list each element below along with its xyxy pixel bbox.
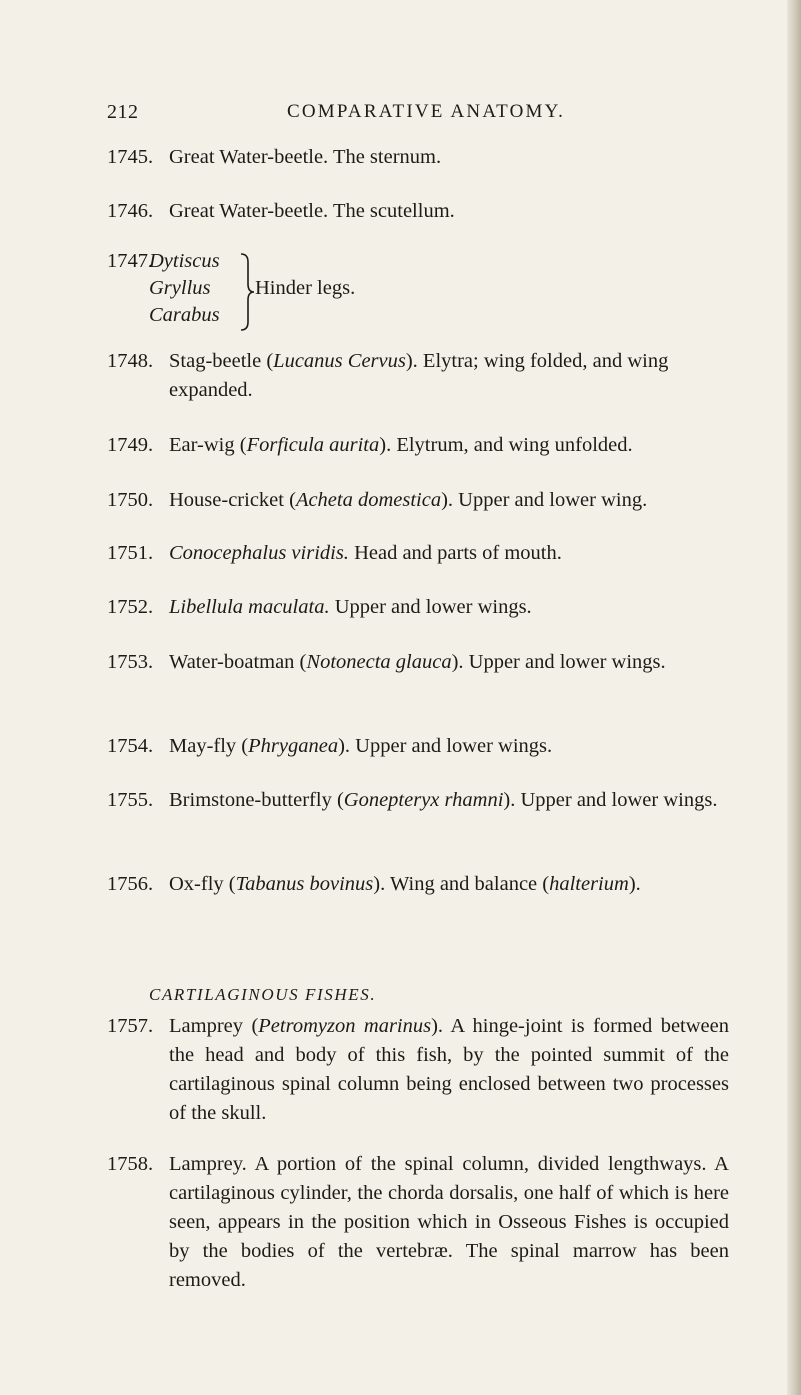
entry-text: Stag-beetle (Lucanus Cervus). Elytra; wing folded, and wing expanded. [169, 350, 669, 401]
entry-text: Brimstone-butterfly (Gonepteryx rhamni). Upper and lower wings. [169, 789, 718, 811]
latin-name: Tabanus bovinus [235, 873, 374, 895]
page-number: 212 [107, 101, 139, 123]
genus-name: Carabus [149, 304, 220, 326]
entry-text: Great Water-beetle. The scutellum. [169, 200, 455, 222]
latin-name: Notonecta glauca [306, 651, 452, 673]
running-title: COMPARATIVE ANATOMY. [287, 101, 566, 122]
entry-text: Ox-fly (Tabanus bovinus). Wing and balance (halterium). [169, 873, 641, 895]
entry-number: 1754. [107, 735, 154, 757]
entry-number: 1747. [107, 250, 154, 272]
latin-name: Acheta domestica [295, 489, 442, 511]
page-edge-shadow [787, 0, 801, 1395]
entry-number: 1756. [107, 873, 154, 895]
latin-name: Forficula aurita [246, 434, 380, 456]
page-header [107, 101, 697, 131]
entry-text: Water-boatman (Notonecta glauca). Upper and lower wings. [169, 651, 666, 673]
entry-number: 1757. [107, 1015, 154, 1037]
entry-text: Ear-wig (Forficula aurita). Elytrum, and wing unfolded. [169, 434, 633, 456]
entry-number: 1749. [107, 434, 154, 456]
entry-text: Great Water-beetle. The sternum. [169, 146, 442, 168]
entry-text: Conocephalus viridis. Head and parts of mouth. [169, 542, 562, 564]
entry-number: 1751. [107, 542, 154, 564]
genus-name: Gryllus [149, 277, 211, 299]
entry-number: 1748. [107, 350, 154, 372]
entry-text: Lamprey. A portion of the spinal column, divided lengthways. A cartilaginous cylinder, the chorda dorsalis, one half of which is here seen, appears in the position which in Osseous Fishes is occupied by the bodies of the vertebræ. The spinal marrow has been removed. [169, 1153, 729, 1291]
section-heading: CARTILAGINOUS FISHES. [149, 985, 377, 1004]
latin-name: Petromyzon marinus [258, 1015, 432, 1037]
latin-name: halterium [549, 873, 629, 895]
genus-name: Dytiscus [149, 250, 220, 272]
entry-number: 1746. [107, 200, 154, 222]
entry-text: House-cricket (Acheta domestica). Upper and lower wing. [169, 489, 648, 511]
entry-number: 1750. [107, 489, 154, 511]
group-label: Hinder legs. [255, 277, 356, 299]
latin-name: Lucanus Cervus [273, 350, 406, 372]
latin-name: Libellula maculata. [169, 596, 330, 618]
entry-number: 1753. [107, 651, 154, 673]
latin-name: Phryganea [248, 735, 339, 757]
entry-number: 1758. [107, 1153, 154, 1175]
entry-number: 1745. [107, 146, 154, 168]
right-brace-icon [239, 250, 255, 334]
entry-number: 1752. [107, 596, 154, 618]
entry-number: 1755. [107, 789, 154, 811]
entry-text: May-fly (Phryganea). Upper and lower wings. [169, 735, 553, 757]
entry-1747 [107, 250, 507, 340]
entry-text: Lamprey (Petromyzon marinus). A hinge-joint is formed between the head and body of this fish, by the pointed summit of the cartilaginous spinal column being enclosed between two processes of the skull. [169, 1015, 729, 1124]
latin-name: Gonepteryx rhamni [343, 789, 504, 811]
latin-name: Conocephalus viridis. [169, 542, 349, 564]
entry-text: Libellula maculata. Upper and lower wings. [169, 596, 532, 618]
